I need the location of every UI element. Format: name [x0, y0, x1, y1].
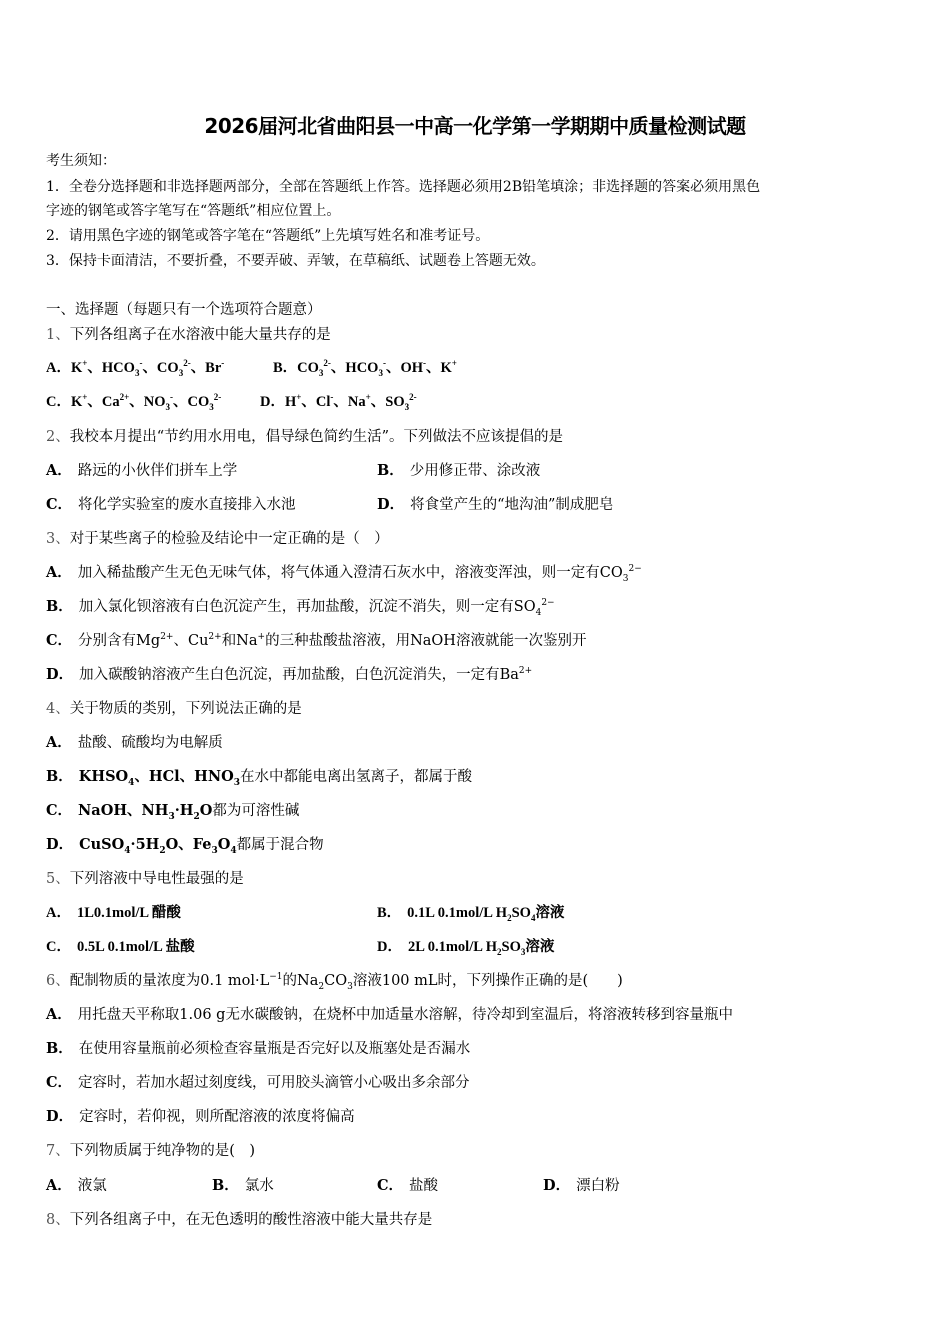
question-5-options-row-1	[46, 903, 910, 923]
question-7-stem	[46, 1141, 255, 1161]
option-text: 将食堂产生的“地沟油”制成肥皂	[410, 497, 614, 513]
notice-heading: 考生须知：	[46, 153, 116, 169]
option-text: 加入稀盐酸产生无色无味气体，将气体通入澄清石灰水中，溶液变浑浊，则一定有$CO_3^{2-}$	[77, 564, 642, 584]
option-c[interactable]	[46, 1073, 470, 1093]
option-c[interactable]	[46, 495, 296, 515]
question-8-stem	[46, 1210, 432, 1230]
option-d[interactable]	[46, 1107, 355, 1127]
option-label: C．	[46, 802, 73, 819]
question-1-stem	[46, 325, 331, 345]
option-text: H+、Cl-、Na+、$SO_3^{2-}$	[284, 392, 417, 412]
option-a[interactable]	[46, 1005, 733, 1025]
option-label: A．	[46, 360, 71, 376]
question-text: 下列各组离子中，在无色透明的酸性溶液中能大量共存是	[69, 1212, 433, 1228]
option-a[interactable]	[46, 563, 642, 583]
option-label: B．	[46, 768, 73, 785]
option-b[interactable]	[46, 1039, 470, 1059]
option-label: D．	[377, 939, 402, 955]
option-d[interactable]	[377, 495, 613, 515]
option-label: A．	[46, 734, 72, 751]
question-number: 6、	[46, 973, 70, 989]
exam-title: 2026届河北省曲阳县一中高一化学第一学期期中质量检测试题	[204, 114, 746, 138]
section-heading: 一、选择题（每题只有一个选项符合题意）	[46, 302, 322, 318]
question-2-options-row-2	[46, 495, 910, 515]
option-d[interactable]	[46, 665, 532, 685]
option-text: 分别含有$Mg^{2+}$、$Cu^{2+}$和Na+的三种盐酸盐溶液，用NaOH溶液就能一次鉴别开	[78, 632, 587, 649]
option-label: A．	[46, 462, 72, 479]
option-label: D．	[377, 496, 405, 513]
notice-item-1: 1．全卷分选择题和非选择题两部分，全部在答题纸上作答。选择题必须用2B铅笔填涂；非选择题的答案必须用黑色	[46, 179, 761, 195]
option-text: 路远的小伙伴们拼车上学	[77, 463, 238, 479]
option-text: 加入碳酸钠溶液产生白色沉淀，再加盐酸，白色沉淀消失，一定有$Ba^{2+}$	[79, 666, 533, 683]
option-text: $CuSO_4\cdot 5H_2O$、$Fe_3O_4$都属于混合物	[79, 836, 324, 856]
question-1-options-row-2	[46, 392, 910, 412]
option-text: 少用修正带、涂改液	[409, 463, 541, 479]
option-label: D．	[260, 394, 285, 410]
question-5-options-row-2	[46, 937, 910, 957]
option-text: 漂白粉	[576, 1178, 620, 1194]
option-text: 液氯	[77, 1178, 107, 1194]
question-text: 我校本月提出“节约用水用电，倡导绿色简约生活”。下列做法不应该提倡的是	[69, 429, 564, 445]
option-text: NaOH、$NH_3\cdot H_2O$都为可溶性碱	[78, 802, 300, 822]
option-text: 将化学实验室的废水直接排入水池	[78, 497, 296, 513]
option-d[interactable]	[260, 392, 417, 412]
option-text: K+、$HCO_3^-$、$CO_3^{2-}$、Br-	[70, 358, 225, 378]
question-text: 关于物质的类别，下列说法正确的是	[69, 701, 302, 717]
question-3-stem	[46, 529, 389, 549]
option-b[interactable]	[46, 597, 555, 617]
option-d[interactable]	[543, 1176, 620, 1196]
question-text: 配制物质的量浓度为0.1 $mol\cdot L^{-1}$的$Na_2CO_3$溶液100 mL时，下列操作正确的是( )	[69, 972, 623, 992]
question-text: 下列物质属于纯净物的是( )	[69, 1143, 256, 1159]
question-text: 对于某些离子的检验及结论中一定正确的是（ ）	[69, 531, 389, 547]
option-label: B．	[273, 360, 298, 376]
question-number: 2、	[46, 429, 70, 445]
option-label: C．	[46, 939, 71, 955]
question-4-stem	[46, 699, 302, 719]
option-a[interactable]	[46, 733, 223, 753]
option-text: 盐酸、硫酸均为电解质	[77, 735, 223, 751]
option-a[interactable]	[46, 358, 224, 378]
option-text: 氯水	[244, 1178, 274, 1194]
option-a[interactable]	[46, 1176, 107, 1196]
option-text: 0.1L 0.1mol/L $H_2SO_4$溶液	[407, 905, 565, 923]
question-6-stem	[46, 971, 623, 991]
option-label: B．	[377, 462, 404, 479]
option-b[interactable]	[212, 1176, 274, 1196]
option-label: C．	[46, 1074, 73, 1091]
option-c[interactable]	[46, 937, 195, 957]
question-number: 7、	[46, 1143, 70, 1159]
question-7-options-row	[46, 1176, 910, 1196]
option-text: $CO_3^{2-}$、$HCO_3^-$、OH-、K+	[297, 358, 457, 378]
option-text: 盐酸	[409, 1178, 439, 1194]
question-2-options-row-1	[46, 461, 910, 481]
notice-item-2: 2．请用黑色字迹的钢笔或答字笔在“答题纸”上先填写姓名和准考证号。	[46, 228, 490, 244]
question-number: 1、	[46, 327, 70, 343]
option-text: K+、$Ca^{2+}$、$NO_3^-$、$CO_3^{2-}$	[70, 392, 222, 412]
option-label: B．	[212, 1177, 239, 1194]
option-c[interactable]	[46, 392, 221, 412]
option-b[interactable]	[46, 767, 472, 787]
question-number: 5、	[46, 871, 70, 887]
option-d[interactable]	[377, 937, 554, 957]
notice-item-1-cont: 字迹的钢笔或答字笔写在“答题纸”相应位置上。	[46, 203, 341, 219]
option-text: 定容时，若仰视，则所配溶液的浓度将偏高	[79, 1109, 355, 1125]
option-label: D．	[46, 666, 74, 683]
notice-item-3: 3．保持卡面清洁，不要折叠，不要弄破、弄皱，在草稿纸、试题卷上答题无效。	[46, 253, 545, 269]
option-label: D．	[543, 1177, 571, 1194]
option-label: C．	[46, 632, 73, 649]
option-label: C．	[46, 394, 71, 410]
option-b[interactable]	[377, 903, 564, 923]
option-label: C．	[377, 1177, 404, 1194]
question-number: 3、	[46, 531, 70, 547]
option-label: A．	[46, 905, 71, 921]
question-text: 下列溶液中导电性最强的是	[69, 871, 244, 887]
option-c[interactable]	[46, 801, 299, 821]
option-c[interactable]	[46, 631, 586, 651]
question-5-stem	[46, 869, 244, 889]
option-text: 1L0.1mol/L 醋酸	[76, 905, 181, 921]
question-2-stem	[46, 427, 563, 447]
option-text: 2L 0.1mol/L $H_2SO_3$溶液	[407, 939, 555, 957]
option-d[interactable]	[46, 835, 324, 855]
option-label: B．	[46, 1040, 73, 1057]
question-text: 下列各组离子在水溶液中能大量共存的是	[69, 327, 331, 343]
option-label: D．	[46, 1108, 74, 1125]
option-text: 定容时，若加水超过刻度线，可用胶头滴管小心吸出多余部分	[78, 1075, 470, 1091]
option-text: 0.5L 0.1mol/L 盐酸	[76, 939, 195, 955]
option-text: 加入氯化钡溶液有白色沉淀产生，再加盐酸，沉淀不消失，则一定有$SO_4^{2-}$	[78, 598, 555, 618]
question-number: 4、	[46, 701, 70, 717]
question-1-options-row-1	[46, 358, 910, 378]
question-number: 8、	[46, 1212, 70, 1228]
option-b[interactable]	[273, 358, 457, 378]
option-text: $KHSO_4$、HCl、$HNO_3$在水中都能电离出氢离子，都属于酸	[78, 768, 473, 788]
option-label: A．	[46, 564, 72, 581]
option-b[interactable]	[377, 461, 540, 481]
option-a[interactable]	[46, 903, 181, 923]
option-label: B．	[377, 905, 402, 921]
option-text: 在使用容量瓶前必须检查容量瓶是否完好以及瓶塞处是否漏水	[78, 1041, 471, 1057]
option-label: A．	[46, 1006, 72, 1023]
option-text: 用托盘天平称取1.06 g无水碳酸钠，在烧杯中加适量水溶解，待冷却到室温后，将溶液转移到容量瓶中	[77, 1007, 733, 1023]
option-label: B．	[46, 598, 73, 615]
option-label: C．	[46, 496, 73, 513]
option-label: A．	[46, 1177, 72, 1194]
option-label: D．	[46, 836, 74, 853]
option-a[interactable]	[46, 461, 237, 481]
option-c[interactable]	[377, 1176, 438, 1196]
